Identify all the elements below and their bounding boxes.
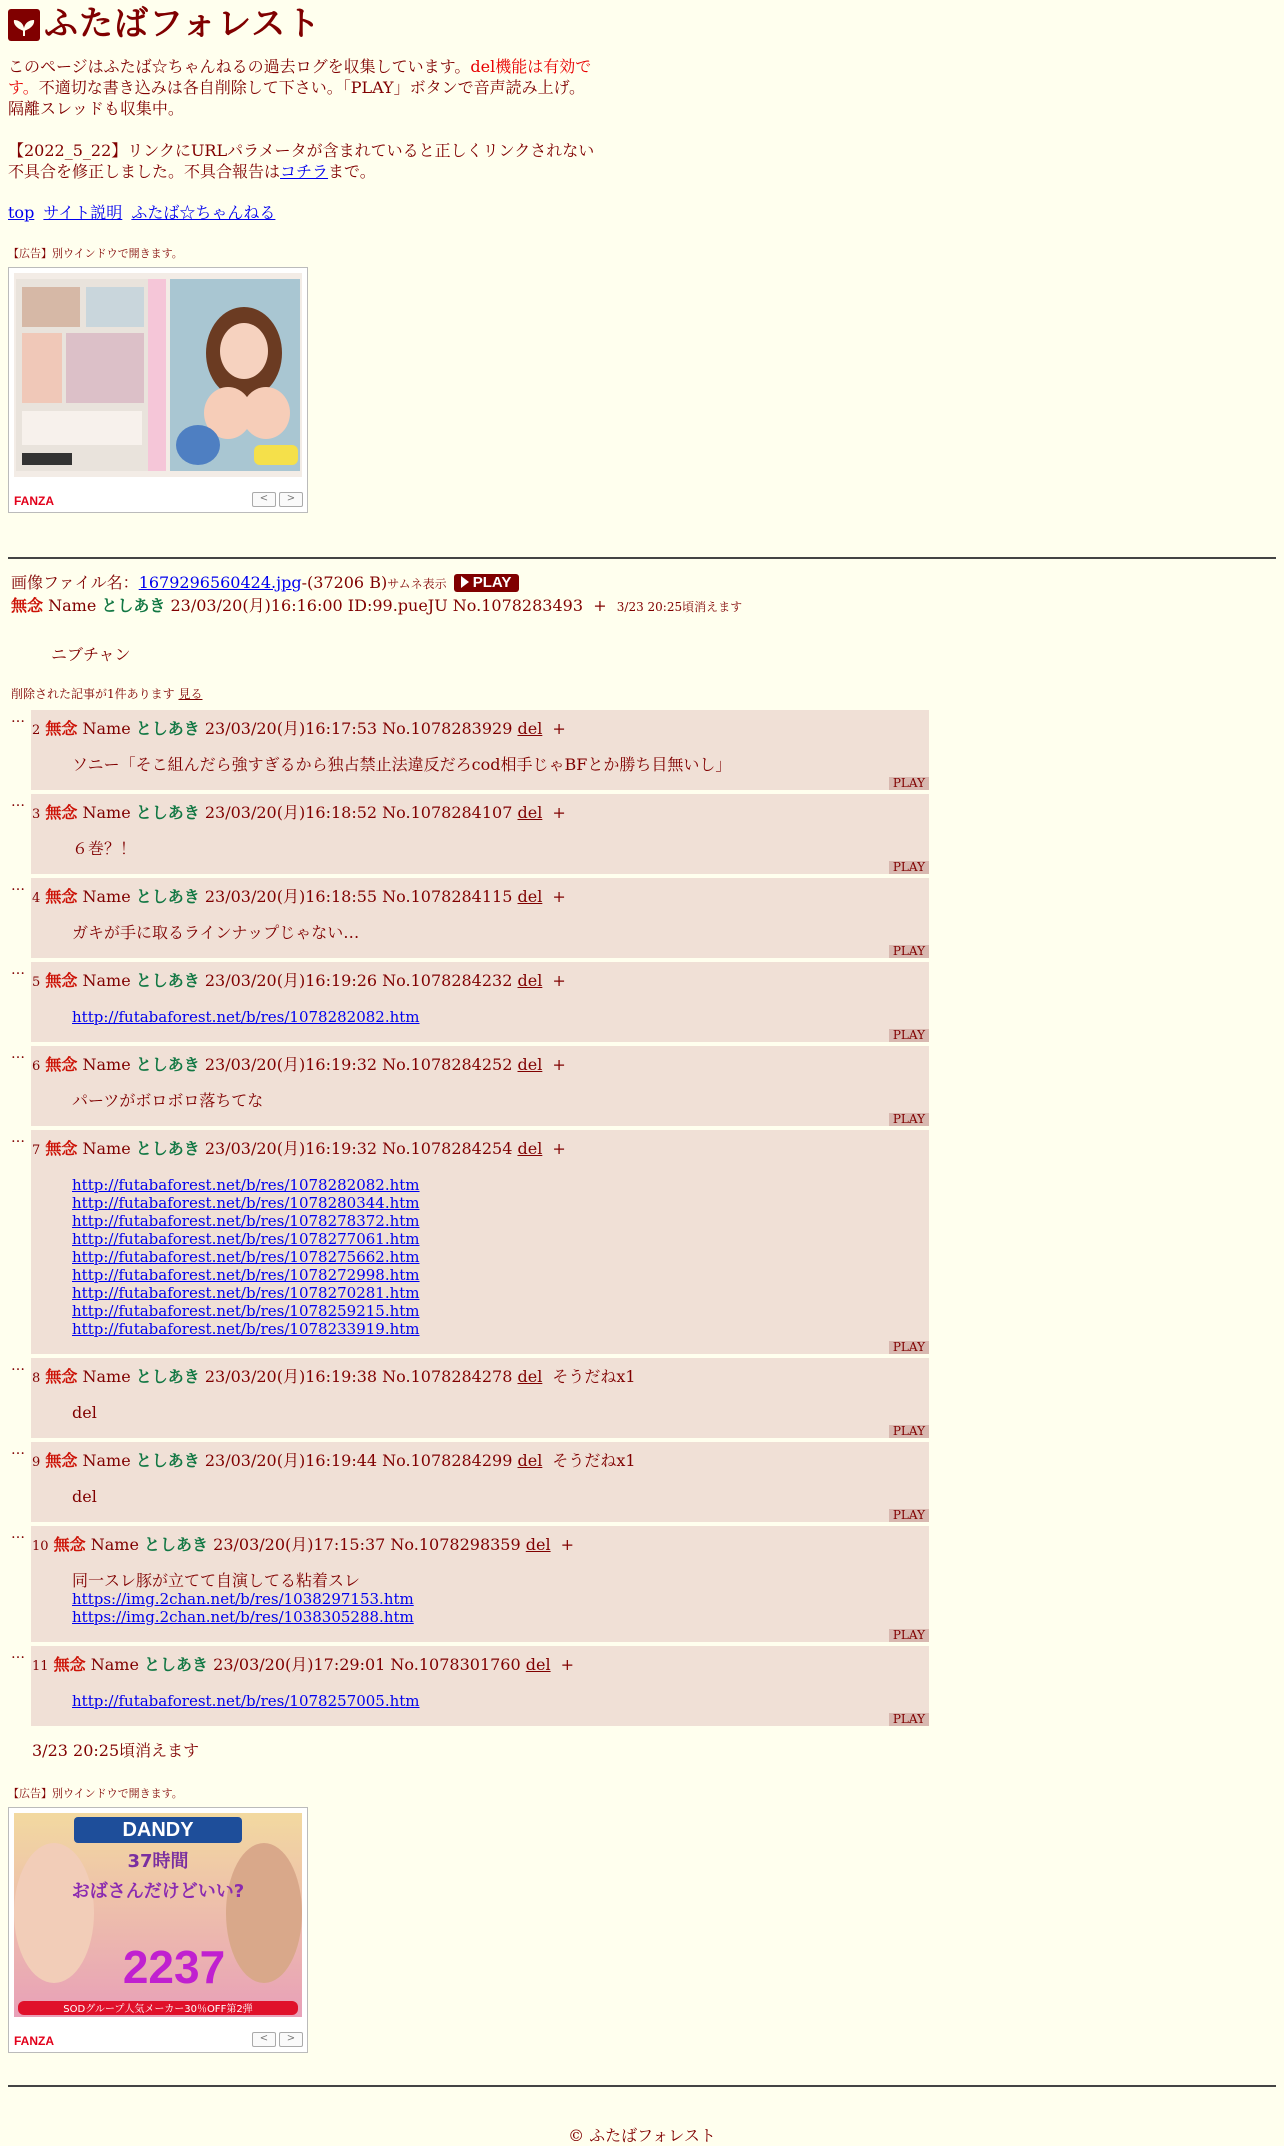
table-row	[31, 710, 929, 790]
ad-prev-button-bottom[interactable]: <	[252, 2032, 276, 2047]
ad2-brand: DANDY	[122, 1819, 194, 1841]
reply-body	[72, 1692, 929, 1726]
reply-text: del	[72, 1487, 97, 1506]
reply-dots: …	[11, 1526, 25, 1542]
reply-name: としあき	[144, 1535, 209, 1554]
op-expire: 3/23 20:25頃消えます	[616, 600, 743, 614]
reply-link[interactable]: http://futabaforest.net/b/res/1078275662.htm	[72, 1248, 420, 1266]
reply-play-button[interactable]: PLAY	[889, 1113, 929, 1126]
report-link[interactable]: コチラ	[280, 162, 329, 181]
reply-sodane[interactable]: +	[552, 1139, 566, 1158]
reply-play-button[interactable]: PLAY	[889, 1029, 929, 1042]
reply-play-button[interactable]: PLAY	[889, 1713, 929, 1726]
reply-link[interactable]: http://futabaforest.net/b/res/1078257005.htm	[72, 1692, 420, 1710]
ad-prev-button[interactable]: <	[252, 492, 276, 507]
op-file-line: 画像ファイル名：1679296560424.jpg-(37206 B)サムネ表示 PLAY	[11, 570, 1276, 593]
reply-header	[31, 968, 929, 991]
reply-del-link[interactable]: del	[517, 971, 543, 990]
reply-number: 4	[32, 891, 41, 906]
bugfix-notice: 【2022_5_22】リンクにURLパラメータが含まれていると正しくリンクされない不具合を修正しました。不具合報告はコチラまで。	[8, 141, 595, 181]
reply-header	[31, 800, 929, 823]
reply-play-button[interactable]: PLAY	[889, 945, 929, 958]
op-message: ニブチャン	[51, 645, 131, 664]
reply-link[interactable]: http://futabaforest.net/b/res/1078277061.htm	[72, 1230, 420, 1248]
reply-container	[8, 1442, 1276, 1522]
reply-name-label: Name	[90, 1535, 139, 1554]
table-row	[31, 962, 929, 1042]
reply-play-button[interactable]: PLAY	[889, 777, 929, 790]
site-logo-icon[interactable]	[8, 9, 40, 41]
ad-caption-top: 【広告】別ウインドウで開きます。	[8, 247, 183, 260]
nav-futaba-link[interactable]: ふたば☆ちゃんねる	[131, 203, 276, 222]
table-row	[31, 794, 929, 874]
top-nav	[8, 200, 1276, 223]
reply-name: としあき	[135, 719, 200, 738]
reply-name: としあき	[135, 1055, 200, 1074]
reply-dots: …	[11, 878, 25, 894]
reply-sodane[interactable]: +	[552, 1055, 566, 1074]
reply-name: としあき	[135, 803, 200, 822]
reply-datetime: 23/03/20(月)16:19:44 No.1078284299	[204, 1451, 513, 1470]
nav-about-link[interactable]: サイト説明	[43, 203, 123, 222]
reply-text: ６巻？！	[72, 839, 137, 858]
reply-body	[72, 1092, 929, 1126]
reply-datetime: 23/03/20(月)17:29:01 No.1078301760	[213, 1655, 521, 1674]
ad2-headline: おばさんだけどいい?	[71, 1881, 245, 1902]
reply-number: 10	[32, 1539, 49, 1554]
reply-number: 2	[32, 723, 41, 738]
reply-dots: …	[11, 794, 25, 810]
ad2-hours: 37時間	[127, 1851, 189, 1872]
reply-link[interactable]: http://futabaforest.net/b/res/1078282082.htm	[72, 1176, 420, 1194]
reply-datetime: 23/03/20(月)16:18:52 No.1078284107	[204, 803, 513, 822]
ad2-count: 2237	[122, 1941, 226, 1993]
reply-del-link[interactable]: del	[517, 1451, 543, 1470]
reply-name: としあき	[144, 1655, 209, 1674]
reply-header	[31, 1652, 929, 1675]
reply-subject: 無念	[45, 719, 78, 738]
reply-play-button[interactable]: PLAY	[889, 861, 929, 874]
reply-sodane[interactable]: そうだねx1	[552, 1367, 636, 1386]
reply-link[interactable]: http://futabaforest.net/b/res/1078282082.htm	[72, 1008, 420, 1026]
reply-del-link[interactable]: del	[517, 1055, 543, 1074]
reply-number: 7	[32, 1143, 41, 1158]
ad-banner-top[interactable]	[8, 267, 308, 513]
reply-container	[8, 1046, 1276, 1126]
reply-datetime: 23/03/20(月)17:15:37 No.1078298359	[213, 1535, 521, 1554]
reply-name-label: Name	[82, 803, 131, 822]
reply-del-link[interactable]: del	[517, 1367, 543, 1386]
reply-name-label: Name	[82, 719, 131, 738]
reply-body	[72, 1404, 929, 1438]
reply-play-button[interactable]: PLAY	[889, 1341, 929, 1354]
reply-container	[8, 1526, 1276, 1642]
reply-text: ガキが手に取るラインナップじゃない…	[72, 923, 360, 942]
reply-del-link[interactable]: del	[517, 887, 543, 906]
table-row	[31, 1046, 929, 1126]
reply-sodane[interactable]: +	[560, 1655, 574, 1674]
reply-name: としあき	[135, 971, 200, 990]
reply-text: パーツがボロボロ落ちてな	[72, 1091, 264, 1110]
site-header	[8, 0, 1276, 46]
reply-dots: …	[11, 1046, 25, 1062]
reply-subject: 無念	[45, 887, 78, 906]
reply-sodane[interactable]: +	[552, 887, 566, 906]
play-icon	[460, 576, 470, 588]
reply-number: 6	[32, 1059, 41, 1074]
reply-header	[31, 884, 929, 907]
ad-image-bottom[interactable]	[14, 1813, 302, 2017]
thread	[8, 557, 1276, 1761]
reply-link[interactable]: http://futabaforest.net/b/res/1078280344.htm	[72, 1194, 420, 1212]
reply-dots: …	[11, 1442, 25, 1458]
reply-datetime: 23/03/20(月)16:17:53 No.1078283929	[204, 719, 513, 738]
reply-sodane[interactable]: +	[552, 719, 566, 738]
reply-sodane[interactable]: +	[560, 1535, 574, 1554]
ad-next-button-bottom[interactable]: >	[279, 2032, 303, 2047]
nav-top-link[interactable]: top	[8, 203, 35, 222]
ad-caption-bottom: 【広告】別ウインドウで開きます。	[8, 1787, 183, 1800]
ad-image-top[interactable]	[14, 273, 302, 477]
reply-del-link[interactable]: del	[517, 1139, 543, 1158]
reply-link[interactable]: http://futabaforest.net/b/res/1078259215.htm	[72, 1302, 420, 1320]
footer-copyright: © ふたばフォレスト	[568, 2126, 716, 2145]
reply-datetime: 23/03/20(月)16:19:32 No.1078284252	[204, 1055, 513, 1074]
reply-text: del	[72, 1403, 97, 1422]
op-header: 無念 Name としあき 23/03/20(月)16:16:00 ID:99.pueJU No.1078283493 + 3/23 20:25頃消えます	[11, 596, 743, 615]
table-row	[31, 1526, 929, 1642]
reply-name-label: Name	[82, 1055, 131, 1074]
ad-arrows-top	[249, 486, 303, 507]
ad-arrows-bottom	[249, 2026, 303, 2047]
reply-text: 同一スレ豚が立てて自演してる粘着スレ	[72, 1571, 361, 1590]
reply-container	[8, 1130, 1276, 1354]
reply-name: としあき	[135, 1451, 200, 1470]
reply-subject: 無念	[45, 1367, 78, 1386]
op-name: としあき	[101, 596, 166, 615]
reply-number: 11	[32, 1659, 49, 1674]
reply-link[interactable]: http://futabaforest.net/b/res/1078270281.htm	[72, 1284, 420, 1302]
reply-sodane[interactable]: そうだねx1	[552, 1451, 636, 1470]
reply-play-button[interactable]: PLAY	[889, 1629, 929, 1642]
reply-header	[31, 1448, 929, 1471]
reply-del-link[interactable]: del	[525, 1655, 551, 1674]
reply-dots: …	[11, 1646, 25, 1662]
thread-expire-footer: 3/23 20:25頃消えます	[32, 1741, 200, 1760]
reply-subject: 無念	[45, 1451, 78, 1470]
op-play-button[interactable]: PLAY	[454, 574, 520, 592]
reply-link[interactable]: https://img.2chan.net/b/res/1038305288.htm	[72, 1608, 414, 1626]
reply-del-link[interactable]: del	[517, 803, 543, 822]
del-enabled-note: del機能は有効です。	[8, 57, 592, 97]
reply-datetime: 23/03/20(月)16:18:55 No.1078284115	[204, 887, 513, 906]
reply-text: ソニー「そこ組んだら強すぎるから独占禁止法違反だろcod相手じゃBFとか勝ち目無いし」	[72, 755, 732, 774]
op-image-link[interactable]: 1679296560424.jpg	[138, 573, 302, 592]
reply-header	[31, 716, 929, 739]
reply-link[interactable]: http://futabaforest.net/b/res/1078272998.htm	[72, 1266, 420, 1284]
reply-container	[8, 710, 1276, 790]
reply-body	[72, 924, 929, 958]
reply-dots: …	[11, 962, 25, 978]
reply-body	[72, 756, 929, 790]
reply-name: としあき	[135, 887, 200, 906]
op-datetime: 23/03/20(月)16:16:00 ID:99.pueJU No.1078283493	[170, 596, 584, 615]
intro-text: このページはふたば☆ちゃんねるの過去ログを収集しています。del機能は有効です。不適切な書き込みは各自削除して下さい。「PLAY」ボタンで音声読み上げ。隔離スレッドも収集中。	[8, 57, 592, 118]
reply-del-link[interactable]: del	[525, 1535, 551, 1554]
reply-sodane[interactable]: +	[552, 803, 566, 822]
reply-subject: 無念	[53, 1655, 86, 1674]
reply-container	[8, 794, 1276, 874]
table-row	[31, 1442, 929, 1522]
reply-number: 9	[32, 1455, 41, 1470]
thread-op	[8, 570, 1276, 702]
reply-body	[72, 1572, 929, 1642]
reply-datetime: 23/03/20(月)16:19:32 No.1078284254	[204, 1139, 513, 1158]
reply-datetime: 23/03/20(月)16:19:38 No.1078284278	[204, 1367, 513, 1386]
reply-container	[8, 878, 1276, 958]
fanza-logo: FANZA	[14, 494, 54, 508]
reply-header	[31, 1052, 929, 1075]
reply-subject: 無念	[45, 803, 78, 822]
reply-subject: 無念	[45, 971, 78, 990]
reply-number: 5	[32, 975, 41, 990]
table-row	[31, 878, 929, 958]
reply-body	[72, 1488, 929, 1522]
thumb-toggle[interactable]: サムネ表示	[387, 577, 447, 591]
reply-datetime: 23/03/20(月)16:19:26 No.1078284232	[204, 971, 513, 990]
reply-header	[31, 1364, 929, 1387]
reply-link[interactable]: https://img.2chan.net/b/res/1038297153.htm	[72, 1590, 414, 1608]
reply-name-label: Name	[82, 971, 131, 990]
reply-body	[72, 840, 929, 874]
show-deleted-link[interactable]: 見る	[178, 687, 203, 701]
reply-link[interactable]: http://futabaforest.net/b/res/1078233919.htm	[72, 1320, 420, 1338]
reply-play-button[interactable]: PLAY	[889, 1509, 929, 1522]
reply-link[interactable]: http://futabaforest.net/b/res/1078278372.htm	[72, 1212, 420, 1230]
table-row	[31, 1358, 929, 1438]
reply-name-label: Name	[82, 1139, 131, 1158]
reply-body	[72, 1176, 929, 1354]
reply-header	[31, 1532, 929, 1555]
reply-container	[8, 962, 1276, 1042]
divider-top	[8, 557, 1276, 559]
reply-name-label: Name	[82, 1451, 131, 1470]
reply-name-label: Name	[82, 887, 131, 906]
reply-subject: 無念	[53, 1535, 86, 1554]
reply-name: としあき	[135, 1139, 200, 1158]
reply-number: 3	[32, 807, 41, 822]
reply-play-button[interactable]: PLAY	[889, 1425, 929, 1438]
reply-name: としあき	[135, 1367, 200, 1386]
reply-dots: …	[11, 710, 25, 726]
ad-banner-bottom[interactable]	[8, 1807, 308, 2053]
site-title[interactable]: ふたばフォレスト	[44, 4, 322, 44]
reply-body	[72, 1008, 929, 1042]
reply-number: 8	[32, 1371, 41, 1386]
reply-name-label: Name	[90, 1655, 139, 1674]
op-plus[interactable]: +	[593, 596, 607, 615]
ad-next-button[interactable]: >	[279, 492, 303, 507]
table-row	[31, 1130, 929, 1354]
fanza-logo-bottom: FANZA	[14, 2034, 54, 2048]
reply-container	[8, 1646, 1276, 1726]
reply-subject: 無念	[45, 1139, 78, 1158]
reply-dots: …	[11, 1130, 25, 1146]
ad2-banner: SODグループ人気メーカー30％OFF第2弾	[63, 2004, 253, 2015]
reply-subject: 無念	[45, 1055, 78, 1074]
reply-header	[31, 1136, 929, 1159]
divider-bottom	[8, 2085, 1276, 2087]
op-subject: 無念	[11, 596, 44, 615]
reply-dots: …	[11, 1358, 25, 1374]
reply-list	[8, 710, 1276, 1726]
reply-name-label: Name	[82, 1367, 131, 1386]
reply-del-link[interactable]: del	[517, 719, 543, 738]
deleted-note: 削除された記事が1件あります 見る	[11, 687, 203, 701]
reply-sodane[interactable]: +	[552, 971, 566, 990]
table-row	[31, 1646, 929, 1726]
reply-container	[8, 1358, 1276, 1438]
